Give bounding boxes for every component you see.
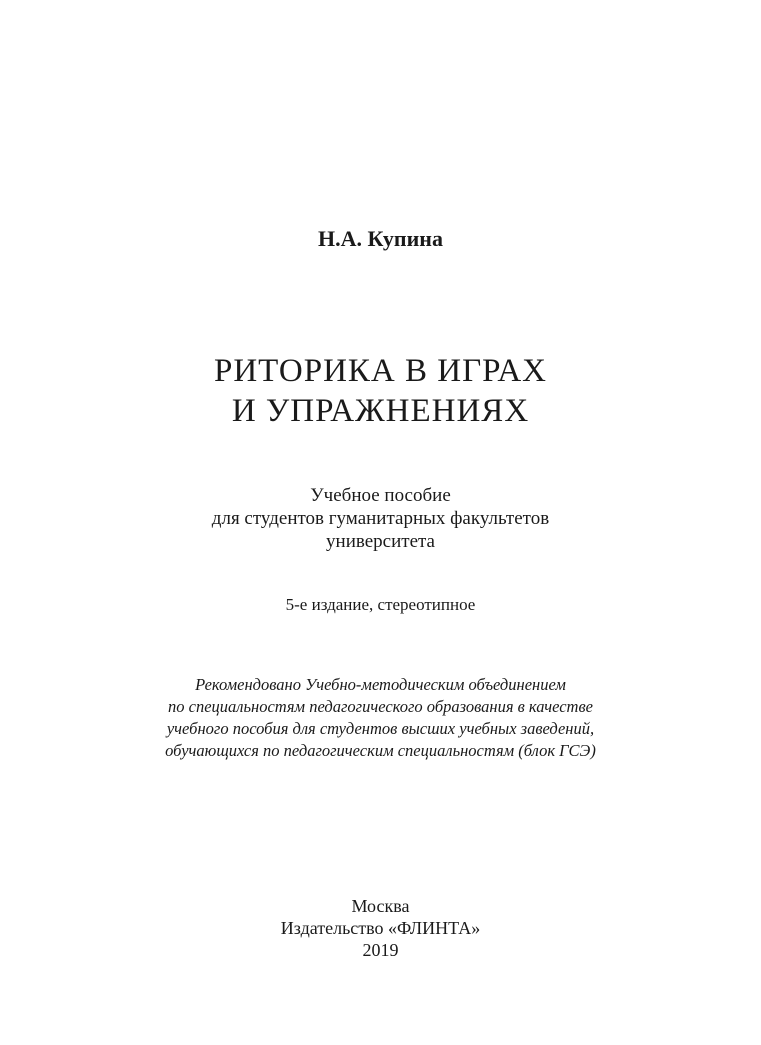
- recommendation-line-1: Рекомендовано Учебно-методическим объединением: [195, 675, 566, 694]
- book-title-line-1: РИТОРИКА В ИГРАХ: [214, 353, 547, 389]
- imprint-city: Москва: [351, 896, 410, 916]
- author-name: Н.А. Купина: [318, 226, 443, 251]
- book-title-line-2: И УПРАЖНЕНИЯХ: [231, 393, 530, 429]
- subtitle-line-1: Учебное пособие: [310, 485, 451, 506]
- edition-note: 5-е издание, стереотипное: [285, 595, 476, 614]
- subtitle-line-3: университета: [326, 531, 435, 552]
- recommendation-line-3: учебного пособия для студентов высших учебных заведений,: [166, 719, 595, 738]
- imprint-publisher: Издательство «ФЛИНТА»: [280, 918, 481, 938]
- subtitle-line-2: для студентов гуманитарных факультетов: [211, 508, 550, 529]
- imprint-year: 2019: [362, 940, 399, 960]
- recommendation-line-4: обучающихся по педагогическим специальностям (блок ГСЭ): [165, 741, 596, 760]
- recommendation-line-2: по специальностям педагогического образования в качестве: [168, 697, 593, 716]
